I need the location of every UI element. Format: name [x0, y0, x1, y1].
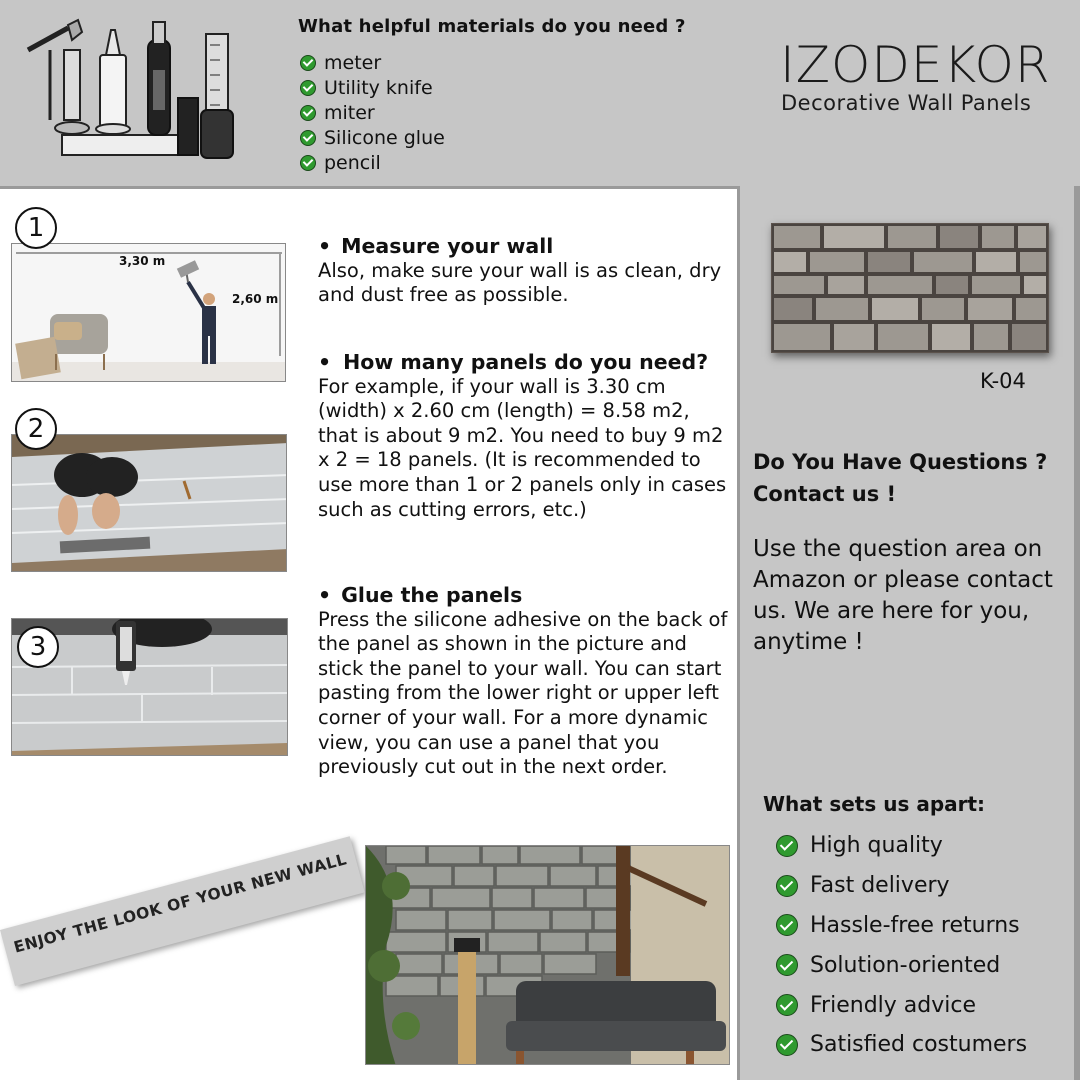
material-item: [300, 75, 445, 100]
check-circle-icon: [776, 875, 798, 897]
materials-list: [300, 50, 445, 175]
step-3-body: Press the silicone adhesive on the back of the panel as shown in the picture and stick the panel to your wall. You can start pasting from the lower right or upper left corner of your wall. For a more dynamic view, you can use a panel that you previously cut out in the next order.: [318, 607, 728, 779]
step-3-heading: [318, 583, 728, 608]
step-3-text: [318, 583, 728, 780]
check-circle-icon: [776, 1034, 798, 1056]
man-figure: [177, 260, 216, 364]
questions-body: Use the question area on Amazon or please contact us. We are here for you, anytime !: [753, 536, 1053, 655]
check-circle-icon: [300, 55, 316, 71]
apart-label: High quality: [810, 833, 943, 859]
apart-label: Solution-oriented: [810, 952, 1001, 978]
step-number-2: 2: [15, 408, 57, 450]
step-1-text: [318, 234, 728, 308]
patio-illustration: [366, 846, 730, 1065]
tape-measure-icon: [201, 34, 233, 158]
sidebar-edge: [1074, 186, 1080, 1080]
enjoy-banner-text: ENJOY THE LOOK OF YOUR NEW WALL: [11, 850, 349, 957]
finished-wall-photo: [365, 845, 730, 1065]
tools-illustration: [20, 10, 250, 170]
apart-item: [776, 945, 1027, 985]
step-number-3: 3: [17, 626, 59, 668]
brand-logo: IZODEKOR: [780, 36, 1051, 94]
check-circle-icon: [776, 954, 798, 976]
brand-subtitle: Decorative Wall Panels: [781, 91, 1032, 115]
step-1-photo: [11, 243, 286, 382]
check-circle-icon: [300, 155, 316, 171]
bullet: •: [318, 583, 332, 607]
check-circle-icon: [300, 130, 316, 146]
material-item: [300, 125, 445, 150]
material-label: meter: [324, 51, 382, 74]
material-label: miter: [324, 101, 375, 124]
check-circle-icon: [776, 994, 798, 1016]
enjoy-banner: [0, 836, 365, 986]
material-item: [300, 100, 445, 125]
cutting-illustration: [12, 435, 287, 572]
check-circle-icon: [300, 105, 316, 121]
apart-title: What sets us apart:: [763, 792, 986, 816]
step-2-text: [318, 350, 728, 522]
materials-title: What helpful materials do you need ?: [298, 16, 686, 37]
apart-item: [776, 1025, 1027, 1065]
questions-title: [753, 446, 1047, 510]
questions-line: Do You Have Questions ?: [753, 450, 1048, 474]
stone-panel-sample: [771, 223, 1049, 353]
bullet: •: [318, 234, 332, 258]
step-2-heading-text: How many panels do you need?: [343, 350, 709, 374]
caulk-gun-icon: [28, 20, 89, 134]
step-1-heading-text: Measure your wall: [341, 234, 554, 258]
apart-label: Hassle-free returns: [810, 912, 1020, 938]
height-label: 2,60 m: [232, 292, 279, 306]
apart-item: [776, 866, 1027, 906]
material-label: Silicone glue: [324, 126, 445, 149]
check-circle-icon: [776, 835, 798, 857]
check-circle-icon: [776, 914, 798, 936]
step-1-heading: [318, 234, 728, 259]
material-item: [300, 50, 445, 75]
step-number-1: 1: [15, 207, 57, 249]
apart-item: [776, 906, 1027, 946]
material-label: Utility knife: [324, 76, 433, 99]
apart-label: Friendly advice: [810, 992, 976, 1018]
utility-knife-icon: [148, 22, 170, 135]
header-bar: [0, 0, 1080, 189]
material-label: pencil: [324, 151, 381, 174]
step-2-photo: [11, 434, 287, 572]
product-code: K-04: [980, 369, 1026, 393]
material-item: [300, 150, 445, 175]
apart-label: Satisfied costumers: [810, 1032, 1028, 1058]
step-2-heading: [318, 350, 728, 375]
bullet: •: [318, 350, 332, 374]
width-label: 3,30 m: [119, 254, 166, 268]
step-3-heading-text: Glue the panels: [341, 583, 523, 607]
contact-line: Contact us !: [753, 482, 897, 506]
step-1-body: Also, make sure your wall is as clean, dry and dust free as possible.: [318, 258, 722, 307]
apart-item: [776, 985, 1027, 1025]
apart-list: [776, 826, 1027, 1065]
check-circle-icon: [300, 80, 316, 96]
apart-item: [776, 826, 1027, 866]
apart-label: Fast delivery: [810, 873, 950, 899]
step-2-body: For example, if your wall is 3.30 cm (width) x 2.60 cm (length) = 8.58 m2, that is about 9 m2. You need to buy 9 m2 x 2 = 18 panels. (It is recommended to use more than 1 or 2 panels only in cases such as cutting errors, etc.): [318, 374, 727, 521]
silicone-tube-icon: [96, 30, 130, 134]
